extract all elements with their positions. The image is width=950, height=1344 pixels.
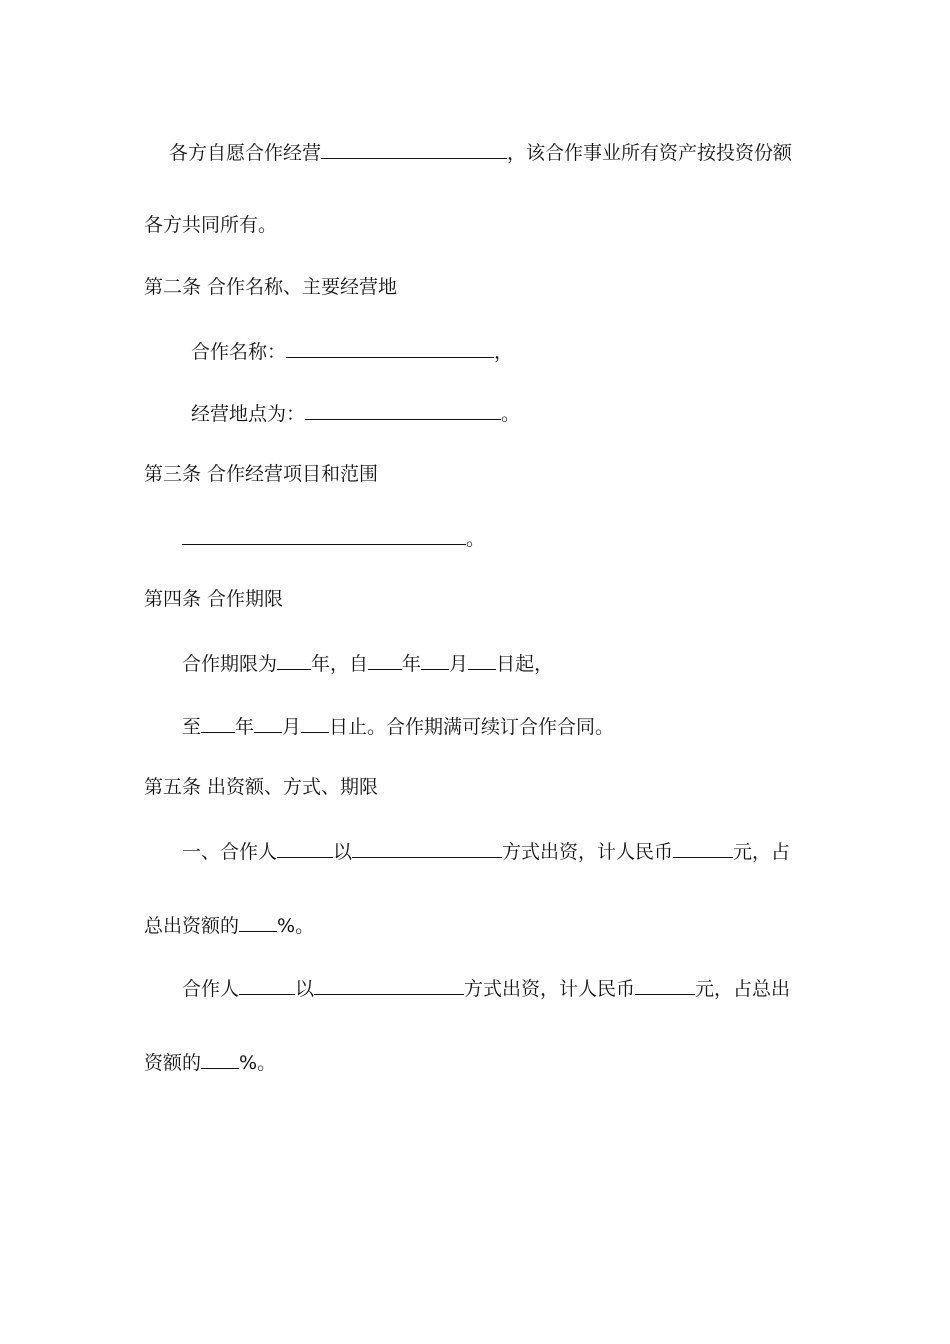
text: 各方自愿合作经营: [169, 142, 322, 164]
text: 月: [449, 653, 469, 675]
start-day-blank[interactable]: [468, 650, 496, 670]
end-day-blank[interactable]: [301, 713, 329, 733]
investment-2-line-1: [182, 975, 790, 1001]
text: 合作人: [182, 978, 240, 1000]
method-1-blank[interactable]: [352, 838, 502, 858]
percent-2-blank[interactable]: [201, 1049, 239, 1069]
business-blank[interactable]: [321, 139, 507, 159]
partnership-name-line: [191, 338, 513, 364]
text: 方式出资，计人民币: [464, 978, 636, 1000]
years-blank[interactable]: [277, 650, 311, 670]
text: 至: [182, 716, 202, 738]
label: 合作名称：: [191, 341, 287, 363]
start-month-blank[interactable]: [421, 650, 449, 670]
partnership-name-blank[interactable]: [286, 338, 494, 358]
paragraph-line-2: [144, 213, 277, 237]
place-blank[interactable]: [305, 400, 501, 420]
text: 合作期限为: [182, 653, 278, 675]
text: 。: [501, 403, 521, 425]
text: 总出资额的: [144, 915, 240, 937]
text: %。: [277, 915, 315, 937]
text: 日起，: [496, 653, 554, 675]
text: 年: [402, 653, 422, 675]
end-year-blank[interactable]: [201, 713, 235, 733]
term-line-2: [182, 713, 614, 739]
partner-2-blank[interactable]: [239, 975, 295, 995]
text: 一、合作人: [182, 841, 278, 863]
heading-text: 第四条 合作期限: [144, 588, 284, 610]
paragraph-line-1: [169, 139, 792, 165]
text: ，该合作事业所有资产按投资份额: [507, 142, 793, 164]
method-2-blank[interactable]: [314, 975, 464, 995]
end-month-blank[interactable]: [254, 713, 282, 733]
text: 月: [282, 716, 302, 738]
heading-text: 第二条 合作名称、主要经营地: [144, 276, 398, 298]
amount-2-blank[interactable]: [635, 975, 695, 995]
text: 各方共同所有。: [144, 214, 278, 236]
text: 资额的: [144, 1052, 202, 1074]
text: 元，占总出: [695, 978, 791, 1000]
article-4-heading: [144, 587, 283, 611]
partner-1-blank[interactable]: [277, 838, 333, 858]
text: 日止。合作期满可续订合作合同。: [329, 716, 615, 738]
article-2-heading: [144, 275, 397, 299]
text: 以: [295, 978, 315, 1000]
heading-text: 第三条 合作经营项目和范围: [144, 463, 379, 485]
text: %。: [239, 1052, 277, 1074]
amount-1-blank[interactable]: [673, 838, 733, 858]
term-line-1: [182, 650, 553, 676]
heading-text: 第五条 出资额、方式、期限: [144, 776, 379, 798]
scope-blank[interactable]: [182, 525, 466, 545]
place-line: [191, 400, 520, 426]
investment-1-line-2: [144, 912, 314, 938]
start-year-blank[interactable]: [368, 650, 402, 670]
text: 。: [466, 528, 486, 550]
scope-line: [182, 525, 485, 551]
percent-1-blank[interactable]: [239, 912, 277, 932]
article-3-heading: [144, 462, 378, 486]
investment-2-line-2: [144, 1049, 276, 1075]
article-5-heading: [144, 775, 378, 799]
text: 方式出资，计人民币: [502, 841, 674, 863]
text: 年: [235, 716, 255, 738]
investment-1-line-1: [182, 838, 790, 864]
text: 年，自: [311, 653, 369, 675]
label: 经营地点为：: [191, 403, 306, 425]
text: ，: [494, 341, 514, 363]
text: 以: [333, 841, 353, 863]
text: 元，占: [733, 841, 791, 863]
